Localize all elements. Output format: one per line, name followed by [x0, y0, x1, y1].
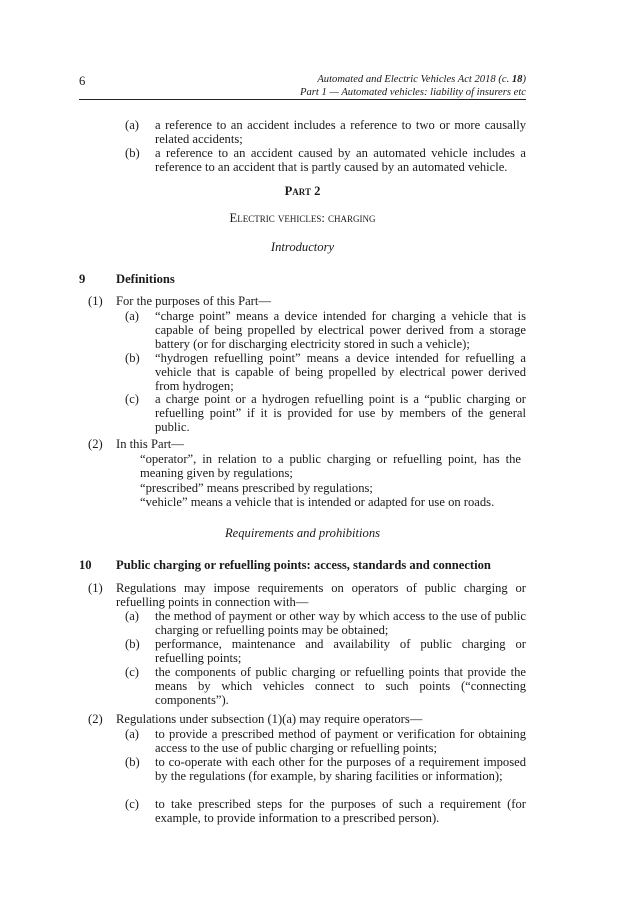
- s10-sub2-item-c-text: to take prescribed steps for the purposes of such a requirement (for example, to provide information to a prescribed person).: [155, 797, 526, 825]
- part-title: Electric vehicles: charging: [229, 211, 376, 225]
- section-10-number: 10: [79, 558, 92, 572]
- s9-sub2-text: In this Part—: [116, 437, 184, 451]
- s10-sub2-item-a-label: (a): [125, 727, 139, 741]
- definition-prescribed: “prescribed” means prescribed by regulations;: [140, 481, 373, 495]
- crossheading-requirements: Requirements and prohibitions: [224, 526, 381, 540]
- part-line: Part 1 — Automated vehicles: liability of insurers etc: [300, 87, 526, 98]
- section-10-title: Public charging or refuelling points: access, standards and connection: [116, 558, 491, 572]
- s10-item-a-label: (a): [125, 609, 139, 623]
- act-title: Automated and Electric Vehicles Act 2018 (c. 18): [317, 74, 526, 85]
- s9-item-c-text: a charge point or a hydrogen refuelling point is a “public charging or refuelling point” if it is provided for use by members of the general public.: [155, 392, 526, 434]
- s10-item-a-text: the method of payment or other way by which access to the use of public charging or refuelling points may be obtained;: [155, 609, 526, 637]
- s9-sub2-label: (2): [88, 437, 103, 451]
- s9-item-c-label: (c): [125, 392, 139, 406]
- s9-item-a-text: “charge point” means a device intended for charging a vehicle that is capable of being propelled by electrical power derived from a storage battery (or for discharging electricity stored in such a vehicle);: [155, 309, 526, 351]
- definition-vehicle: “vehicle” means a vehicle that is intended or adapted for use on roads.: [140, 495, 495, 509]
- section-9-number: 9: [79, 272, 86, 286]
- s10-item-b-text: performance, maintenance and availability of public charging or refuelling points;: [155, 637, 526, 665]
- s10-item-c-label: (c): [125, 665, 139, 679]
- s9-item-a-label: (a): [125, 309, 139, 323]
- s10-sub2-label: (2): [88, 712, 103, 726]
- definition-operator: “operator”, in relation to a public charging or refuelling point, has the meaning given by regulations;: [140, 452, 521, 480]
- s10-sub2-item-b-text: to co-operate with each other for the purposes of a requirement imposed by the regulations (for example, by sharing facilities or information);: [155, 755, 526, 783]
- carryover-text-b: a reference to an accident caused by an automated vehicle includes a reference to an accident that is partly caused by an automated vehicle.: [155, 146, 526, 174]
- running-header: [300, 73, 526, 99]
- s9-item-b-label: (b): [125, 351, 140, 365]
- s10-item-c-text: the components of public charging or refuelling points that provide the means by which vehicles connect to such points (“connecting components”).: [155, 665, 526, 707]
- part-heading: Part 2: [284, 184, 321, 198]
- s10-item-b-label: (b): [125, 637, 140, 651]
- carryover-label-a: (a): [125, 118, 139, 132]
- carryover-label-b: (b): [125, 146, 140, 160]
- s10-sub1-label: (1): [88, 581, 103, 595]
- s10-sub2-item-b-label: (b): [125, 755, 140, 769]
- s10-sub2-item-a-text: to provide a prescribed method of payment or verification for obtaining access to the use of public charging or refuelling points;: [155, 727, 526, 755]
- s9-sub1-label: (1): [88, 294, 103, 308]
- crossheading-introductory: Introductory: [270, 240, 335, 254]
- s9-item-b-text: “hydrogen refuelling point” means a device intended for refuelling a vehicle that is capable of being propelled by electrical power derived from hydrogen;: [155, 351, 526, 393]
- s10-sub2-text: Regulations under subsection (1)(a) may require operators—: [116, 712, 423, 726]
- section-9-title: Definitions: [116, 272, 175, 286]
- page-number: 6: [79, 74, 86, 88]
- s9-sub1-text: For the purposes of this Part—: [116, 294, 271, 308]
- header-rule: [79, 99, 526, 100]
- s10-sub2-item-c-label: (c): [125, 797, 139, 811]
- s10-sub1-text: Regulations may impose requirements on operators of public charging or refuelling points in connection with—: [116, 581, 526, 609]
- carryover-text-a: a reference to an accident includes a reference to two or more causally related accidents;: [155, 118, 526, 146]
